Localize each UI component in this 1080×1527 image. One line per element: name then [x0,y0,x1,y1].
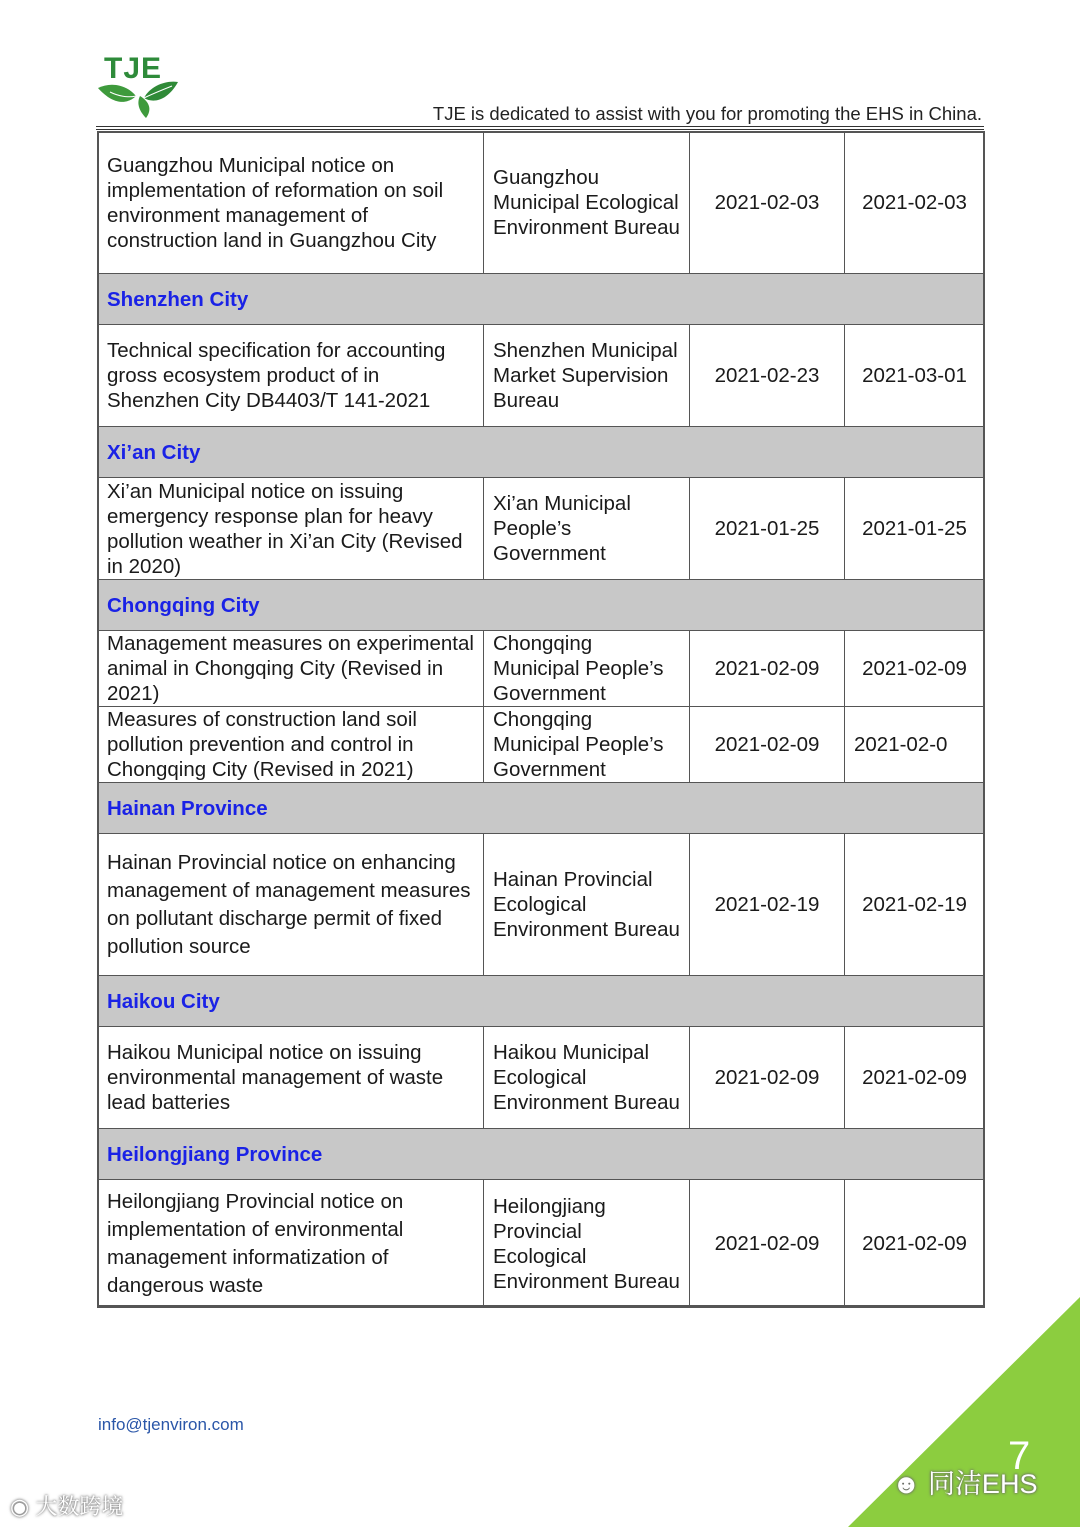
region-name: Chongqing City [98,580,985,631]
issue-date: 2021-02-09 [690,707,845,783]
regulation-title: Management measures on experimental animal in Chongqing City (Revised in 2021) [98,631,484,707]
effective-date: 2021-01-25 [845,478,985,580]
issue-date: 2021-02-09 [690,1027,845,1129]
effective-date: 2021-02-09 [845,631,985,707]
issue-date: 2021-02-23 [690,325,845,427]
region-header-row [98,1129,985,1180]
issuing-authority: Guangzhou Municipal Ecological Environment Bureau [484,132,690,274]
table-row [98,132,985,274]
table-row [98,1180,985,1308]
issue-date: 2021-01-25 [690,478,845,580]
region-name: Shenzhen City [98,274,985,325]
issue-date: 2021-02-03 [690,132,845,274]
regulation-title: Measures of construction land soil pollution prevention and control in Chongqing City (Revised in 2021) [98,707,484,783]
effective-date: 2021-02-09 [845,1180,985,1308]
regulation-title: Technical specification for accounting gross ecosystem product of in Shenzhen City DB4403/T 141-2021 [98,325,484,427]
table-row [98,478,985,580]
regulation-title: Heilongjiang Provincial notice on implementation of environmental management informatization of dangerous waste [98,1180,484,1308]
regulation-title: Xi’an Municipal notice on issuing emergency response plan for heavy pollution weather in Xi’an City (Revised in 2020) [98,478,484,580]
tje-logo [96,52,182,124]
header-divider [96,126,984,127]
table-row [98,631,985,707]
effective-date: 2021-02-03 [845,132,985,274]
watermark-right [892,1462,1037,1501]
region-header-row [98,976,985,1027]
wechat-icon: ☻ [892,1469,921,1499]
region-name: Hainan Province [98,783,985,834]
issue-date: 2021-02-19 [690,834,845,976]
effective-date: 2021-02-19 [845,834,985,976]
logo-text: TJE [104,52,163,85]
region-header-row [98,427,985,478]
contact-email-link[interactable]: info@tjenviron.com [98,1415,244,1434]
issue-date: 2021-02-09 [690,631,845,707]
region-header-row [98,274,985,325]
issue-date: 2021-02-09 [690,1180,845,1308]
region-header-row [98,783,985,834]
effective-date: 2021-03-01 [845,325,985,427]
weibo-icon: ◉ [10,1494,30,1519]
header-divider-2 [96,129,984,130]
effective-date: 2021-02-0 [845,707,985,783]
issuing-authority: Hainan Provincial Ecological Environment Bureau [484,834,690,976]
region-header-row [98,580,985,631]
region-name: Heilongjiang Province [98,1129,985,1180]
table-row [98,325,985,427]
region-name: Haikou City [98,976,985,1027]
watermark-right-text: 同洁EHS [927,1469,1038,1499]
issuing-authority: Haikou Municipal Ecological Environment Bureau [484,1027,690,1129]
regulation-title: Haikou Municipal notice on issuing environmental management of waste lead batteries [98,1027,484,1129]
tagline: TJE is dedicated to assist with you for promoting the EHS in China. [432,103,982,124]
regulation-title: Guangzhou Municipal notice on implementation of reformation on soil environment management of construction land in Guangzhou City [98,132,484,274]
issuing-authority: Chongqing Municipal People’s Government [484,707,690,783]
issuing-authority: Xi’an Municipal People’s Government [484,478,690,580]
region-name: Xi’an City [98,427,985,478]
table-row [98,707,985,783]
issuing-authority: Chongqing Municipal People’s Government [484,631,690,707]
table-row [98,1027,985,1129]
watermark-left [10,1490,123,1521]
issuing-authority: Heilongjiang Provincial Ecological Environment Bureau [484,1180,690,1308]
regulation-title: Hainan Provincial notice on enhancing management of management measures on pollutant discharge permit of fixed pollution source [98,834,484,976]
effective-date: 2021-02-09 [845,1027,985,1129]
regulations-table [97,131,985,1308]
issuing-authority: Shenzhen Municipal Market Supervision Bureau [484,325,690,427]
table-row [98,834,985,976]
leaf-icon [96,52,182,124]
page-number: 7 [1008,1434,1031,1478]
watermark-left-text: 大数跨境 [35,1494,124,1519]
